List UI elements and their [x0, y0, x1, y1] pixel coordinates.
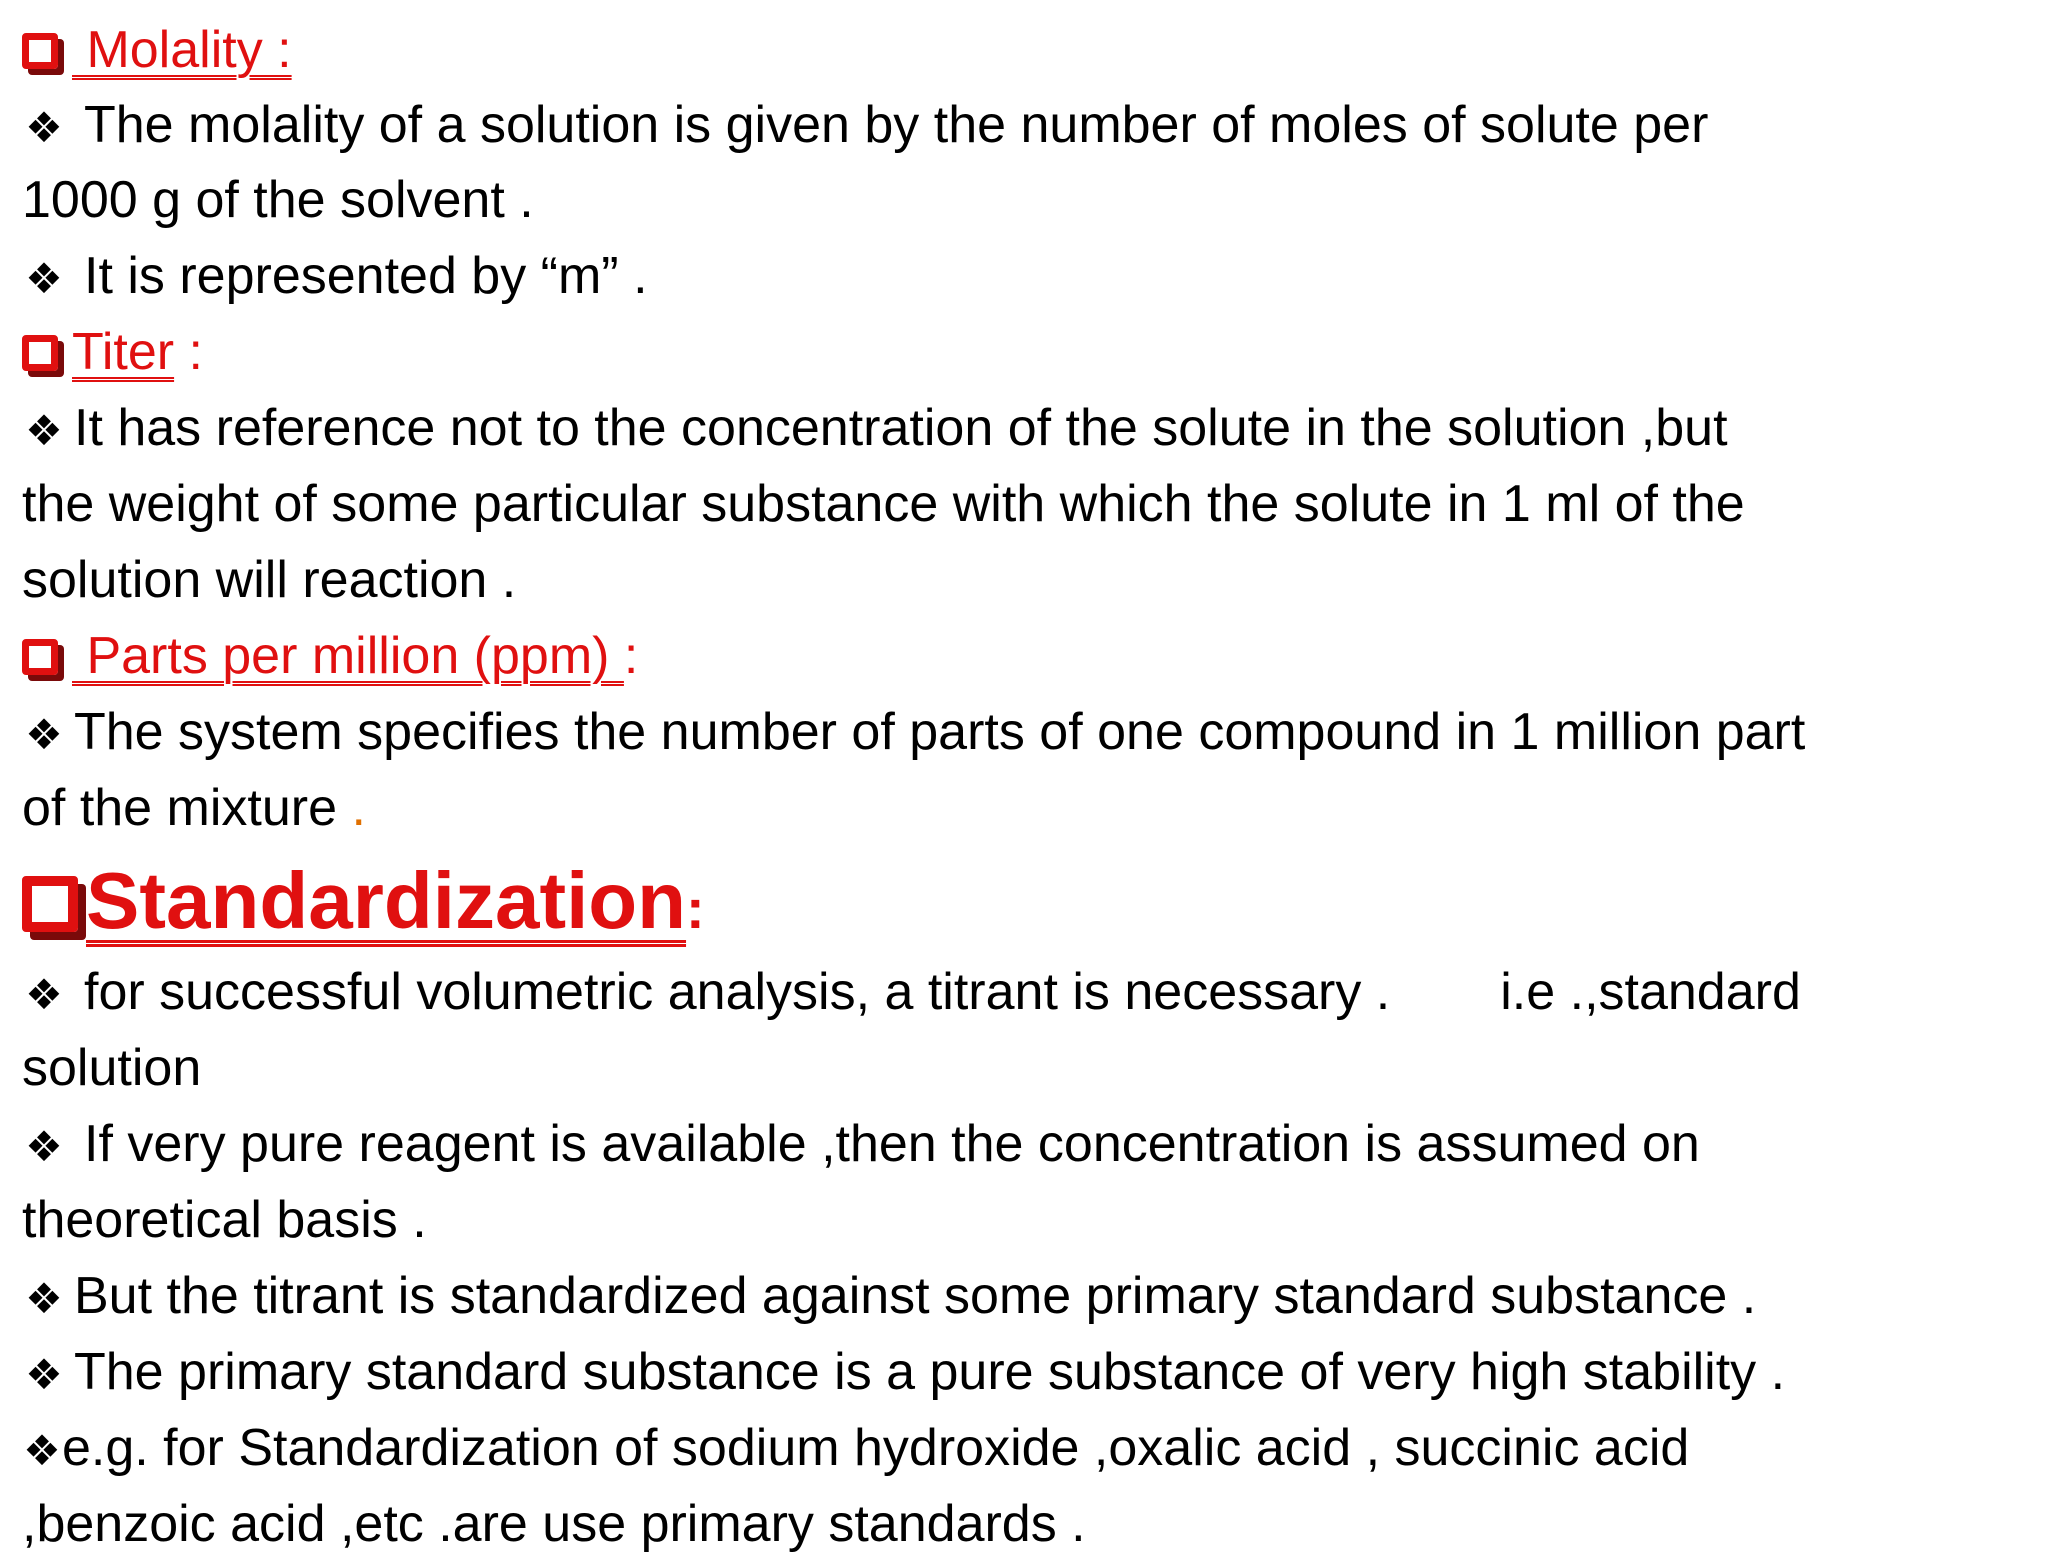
titer-bullet-1-line-1: ❖ It has reference not to the concentration of the solute in the solution ,but — [22, 398, 1728, 458]
ppm-bullet-1-line-2: of the mixture . — [22, 779, 366, 837]
heading-ppm-text: Parts per million (ppm) — [72, 627, 624, 685]
four-diamond-bullet-icon: ❖ — [25, 104, 63, 151]
standardization-bullet-5-line-1: ❖e.g. for Standardization of sodium hydroxide ,oxalic acid , succinic acid — [22, 1418, 1689, 1478]
titer-bullet-1-line-3: solution will reaction . — [22, 551, 517, 609]
square-box-icon — [22, 876, 78, 932]
standardization-bullet-3: ❖ But the titrant is standardized against some primary standard substance . — [22, 1266, 1756, 1326]
square-box-icon — [22, 639, 58, 675]
four-diamond-bullet-icon: ❖ — [25, 971, 63, 1018]
standardization-bullet-4: ❖ The primary standard substance is a pure substance of very high stability . — [22, 1342, 1785, 1402]
heading-titer-text: Titer — [72, 323, 175, 381]
standardization-bullet-2-line-2: theoretical basis . — [22, 1191, 427, 1249]
molality-bullet-1-line-1: ❖ The molality of a solution is given by the number of moles of solute per — [22, 95, 1708, 155]
orange-dot: . — [351, 779, 366, 837]
four-diamond-bullet-icon: ❖ — [25, 1351, 63, 1398]
four-diamond-bullet-icon: ❖ — [25, 711, 63, 758]
standardization-bullet-1-line-2: solution — [22, 1039, 202, 1097]
heading-molality — [22, 20, 292, 80]
heading-standardization: Standardization: — [22, 856, 705, 946]
heading-standardization-text: Standardization — [86, 856, 687, 945]
square-box-icon — [22, 33, 58, 69]
heading-molality-text: Molality : — [72, 21, 292, 79]
four-diamond-bullet-icon: ❖ — [25, 255, 63, 302]
molality-bullet-2: ❖ It is represented by “m” . — [22, 246, 648, 306]
four-diamond-bullet-icon: ❖ — [25, 407, 63, 454]
four-diamond-bullet-icon: ❖ — [25, 1123, 63, 1170]
standardization-bullet-1-line-1: ❖ for successful volumetric analysis, a titrant is necessary . i.e .,standard — [22, 962, 1801, 1022]
heading-ppm: Parts per million (ppm) : — [22, 626, 638, 686]
molality-bullet-1-line-2: 1000 g of the solvent . — [22, 171, 534, 229]
square-box-icon — [22, 335, 58, 371]
four-diamond-bullet-icon: ❖ — [23, 1427, 61, 1474]
ppm-bullet-1-line-1: ❖ The system specifies the number of parts of one compound in 1 million part — [22, 702, 1805, 762]
heading-titer: Titer : — [22, 322, 203, 382]
four-diamond-bullet-icon: ❖ — [25, 1275, 63, 1322]
titer-bullet-1-line-2: the weight of some particular substance with which the solute in 1 ml of the — [22, 475, 1745, 533]
standardization-bullet-5-line-2: ,benzoic acid ,etc .are use primary standards . — [22, 1495, 1086, 1553]
standardization-bullet-2-line-1: ❖ If very pure reagent is available ,then the concentration is assumed on — [22, 1114, 1700, 1174]
